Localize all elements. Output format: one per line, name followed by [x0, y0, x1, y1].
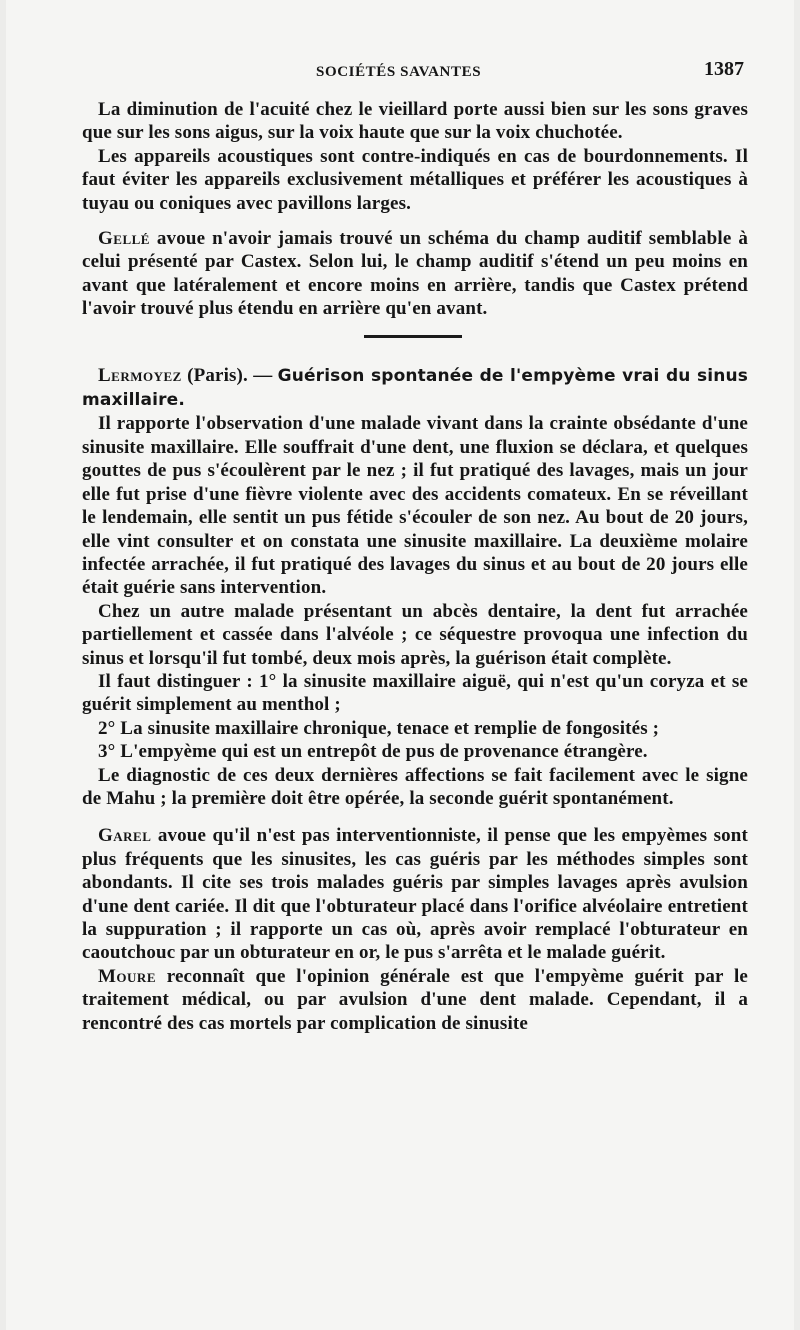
paragraph-moure — [82, 965, 748, 1035]
paragraph-hearing-aids: Les appareils acoustiques sont contre-indiqués en cas de bourdonnements. Il faut éviter les appareils exclusivement métalliques et préférer les acoustiques à tuyau ou coniques avec pavillons larges. — [82, 145, 748, 214]
page-number: 1387 — [704, 58, 744, 80]
author-name: Lermoyez — [98, 364, 182, 386]
paragraph-empyema: 3° L'empyème qui est un entrepôt de pus de provenance étrangère. — [98, 741, 648, 763]
page — [6, 0, 794, 1330]
section-heading — [82, 364, 748, 413]
speaker-name: Gellé — [98, 228, 150, 250]
speaker-name: Moure — [98, 965, 156, 987]
paragraph-abscess: Chez un autre malade présentant un abcès dentaire, la dent fut arrachée partiellement et cassée dans l'alvéole ; ce séquestre provoqua une infection du sinus et lorsqu'il fut tombé, deux mois après, la guérison était complète. — [82, 600, 748, 669]
paragraph-gelle — [82, 227, 748, 321]
paragraph-text: avoue qu'il n'est pas interventionniste, il pense que les empyèmes sont plus fréquents que les sinusites, les cas guéris par les méthodes simples sont abondants. Il cite ses trois malades guéris par simples lavages après avulsion d'une dent cariée. Il dit que l'obturateur placé dans l'orifice alvéolaire entretient la suppuration ; il rapporte un cas où, après avoir remplacé l'obturateur en caoutchouc par un obturateur en or, le pus s'arrêta et le malade guérit. — [82, 825, 748, 964]
paragraph-distinguish: Il faut distinguer : 1° la sinusite maxillaire aiguë, qui n'est qu'un coryza et se guérit simplement au menthol ; — [82, 670, 748, 716]
speaker-name: Garel — [98, 825, 152, 847]
paragraph-text: avoue n'avoir jamais trouvé un schéma du champ auditif semblable à celui présenté par Castex. Selon lui, le champ auditif s'étend un peu moins en avant que latéralement et encore moins en arrière, tandis que Castex prétend l'avoir trouvé plus étendu en arrière qu'en avant. — [82, 228, 748, 320]
paragraph-chronic: 2° La sinusite maxillaire chronique, tenace et remplie de fongosités ; — [98, 717, 660, 739]
section-title: Guérison spontanée de l'empyème vrai du sinus maxillaire. — [82, 365, 748, 411]
paragraph-observation: Il rapporte l'observation d'une malade vivant dans la crainte obsédante d'une sinusite maxillaire. Elle souffrait d'une dent, une fluxion se déclara, et quelques gouttes de pus s'écoulèrent par le nez ; il fut pratiqué des lavages, mais un jour elle fut prise d'une fièvre violente avec des accidents comateux. En se réveillant le lendemain, elle sentit un pus fétide s'écouler de son nez. Au bout de 20 jours, elle vint consulter et on constata une sinusite maxillaire. La deuxième molaire infectée arrachée, il fut pratiqué des lavages du sinus et au bout de 20 jours elle était guérie sans intervention. — [82, 413, 748, 599]
page-header — [82, 58, 744, 88]
author-place: (Paris). — — [181, 364, 278, 386]
paragraph-acuity: La diminution de l'acuité chez le vieillard porte aussi bien sur les sons graves que sur les sons aigus, sur la voix haute que sur la voix chuchotée. — [82, 99, 748, 144]
body-text — [82, 98, 748, 1035]
section-divider — [364, 335, 462, 338]
paragraph-garel — [82, 824, 748, 964]
paragraph-text: reconnaît que l'opinion générale est que l'empyème guérit par le traitement médical, ou par avulsion d'une dent malade. Cependant, il a rencontré des cas mortels par complication de sinusite — [82, 965, 748, 1034]
running-head: SOCIÉTÉS SAVANTES — [316, 64, 482, 80]
paragraph-diagnosis: Le diagnostic de ces deux dernières affections se fait facilement avec le signe de Mahu ; la première doit être opérée, la seconde guérit spontanément. — [82, 764, 748, 809]
